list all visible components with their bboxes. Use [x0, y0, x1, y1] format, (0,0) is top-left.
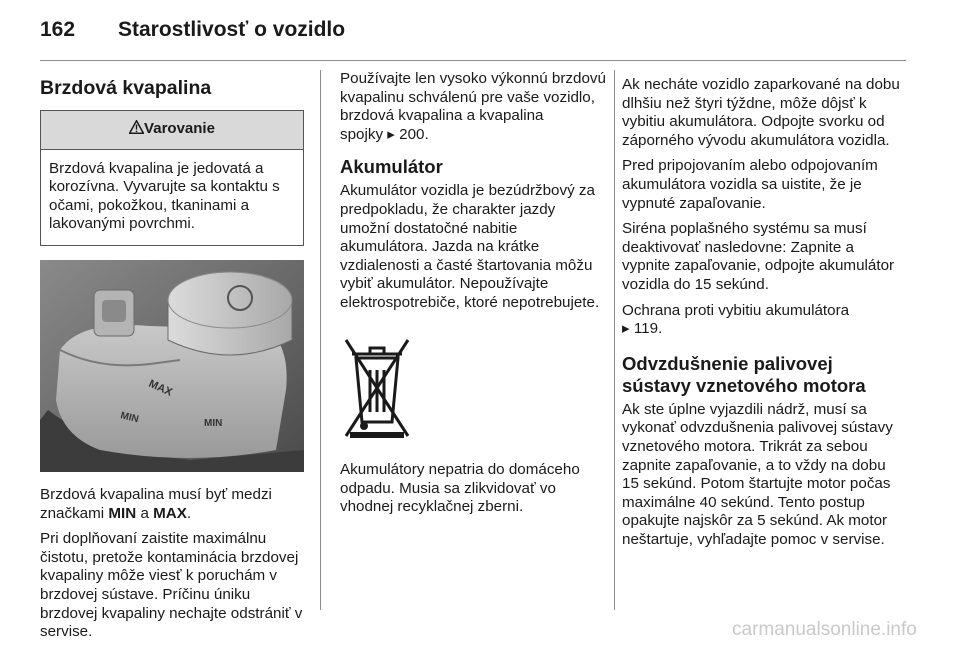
column-divider: [320, 70, 321, 610]
warning-box: [40, 110, 304, 246]
battery-paragraph-1: Akumulátor vozidla je bezúdržbový za predpokladu, že charakter jazdy umožní dostatočné nabitie akumulátora. Jazda na krátke vzdialenosti a časté štartovania môžu vybiť akumulátor. Nepoužívajte elektrospotrebiče, ktoré nepotrebujete.: [340, 182, 600, 311]
brake-paragraph-2: Pri doplňovaní zaistite maximálnu čistotu, pretože kontaminácia brzdovej kvapaliny môže viesť k poruchám v brzdovej sústave. Príčinu úniku brzdovej kvapaliny nechajte odstrániť v servise.: [40, 530, 303, 641]
section-heading-brake-fluid: Brzdová kvapalina: [40, 77, 212, 99]
warning-triangle-icon: [129, 120, 144, 134]
reservoir-illustration: [40, 260, 304, 472]
battery-paragraph-3: Ak necháte vozidlo zaparkované na dobu dlhšiu než štyri týždne, môže dôjsť k vybitiu akumulátora. Odpojte svorku od záporného vývodu akumulátora vozidla.: [622, 76, 900, 149]
page-reference[interactable]: 119.: [633, 320, 663, 338]
fuel-paragraph-1: Ak ste úplne vyjazdili nádrž, musí sa vykonať odvzdušnenia palivovej sústavy vznetového motora. Trikrát za sebou zapnite zapaľovanie, a to vždy na dobu 15 sekúnd. Potom štartujte motor počas maximálne 40 sekúnd. Tento postup opakujte najskôr za 5 sekúnd. Ak motor neštartuje, vyhľadajte pomoc v servise.: [622, 400, 893, 548]
column-3: [622, 76, 906, 556]
brake-paragraph-3: Používajte len vysoko výkonnú brzdovú kvapalinu schválenú pre vaše vozidlo, brzdová kvapalina a kvapalina spojky ▸ 200.: [340, 70, 606, 143]
page-reference-arrow-icon: ▸: [622, 320, 630, 338]
brake-fluid-reservoir-photo: [40, 260, 304, 472]
section-heading-fuel-bleeding: Odvzdušnenie palivovej sústavy vznetového motora: [622, 352, 866, 396]
header-rule: [40, 60, 906, 61]
min-mark-label: MIN: [119, 410, 140, 426]
warning-header: [41, 111, 303, 150]
column-2: [340, 70, 606, 524]
page-header: [40, 18, 906, 48]
column-divider: [614, 70, 615, 610]
max-mark-label: MAX: [146, 377, 174, 399]
page-number: 162: [40, 18, 76, 41]
crossed-out-wheelie-bin-icon: [340, 336, 414, 440]
battery-paragraph-4: Pred pripojovaním alebo odpojovaním akumulátora vozidla sa uistite, že je vypnuté zapaľovanie.: [622, 157, 878, 212]
page-reference[interactable]: 200.: [399, 125, 429, 143]
page-title: Starostlivosť o vozidlo: [118, 18, 346, 41]
battery-paragraph-6: Ochrana proti vybitiu akumulátora ▸ 119.: [622, 301, 850, 338]
brake-paragraph-1: Brzdová kvapalina musí byť medzi značkami MIN a MAX.: [40, 485, 272, 522]
warning-title: Varovanie: [144, 120, 215, 137]
battery-paragraph-2: Akumulátory nepatria do domáceho odpadu. Musia sa zlikvidovať vo vhodnej recyklačnej zberni.: [340, 461, 580, 516]
warning-text: Brzdová kvapalina je jedovatá a korozívna. Vyvarujte sa kontaktu s očami, pokožkou, tkaninami a lakovanými povrchmi.: [49, 159, 280, 233]
min-mark-label: MIN: [204, 417, 223, 429]
page-reference-arrow-icon: ▸: [387, 125, 395, 143]
section-heading-battery: Akumulátor: [340, 156, 443, 178]
column-1: [40, 76, 304, 649]
watermark: carmanualsonline.info: [732, 619, 917, 640]
battery-paragraph-5: Siréna poplašného systému sa musí deaktivovať nasledovne: Zapnite a vypnite zapaľovanie, odpojte akumulátor vozidla do 15 sekúnd.: [622, 220, 895, 293]
